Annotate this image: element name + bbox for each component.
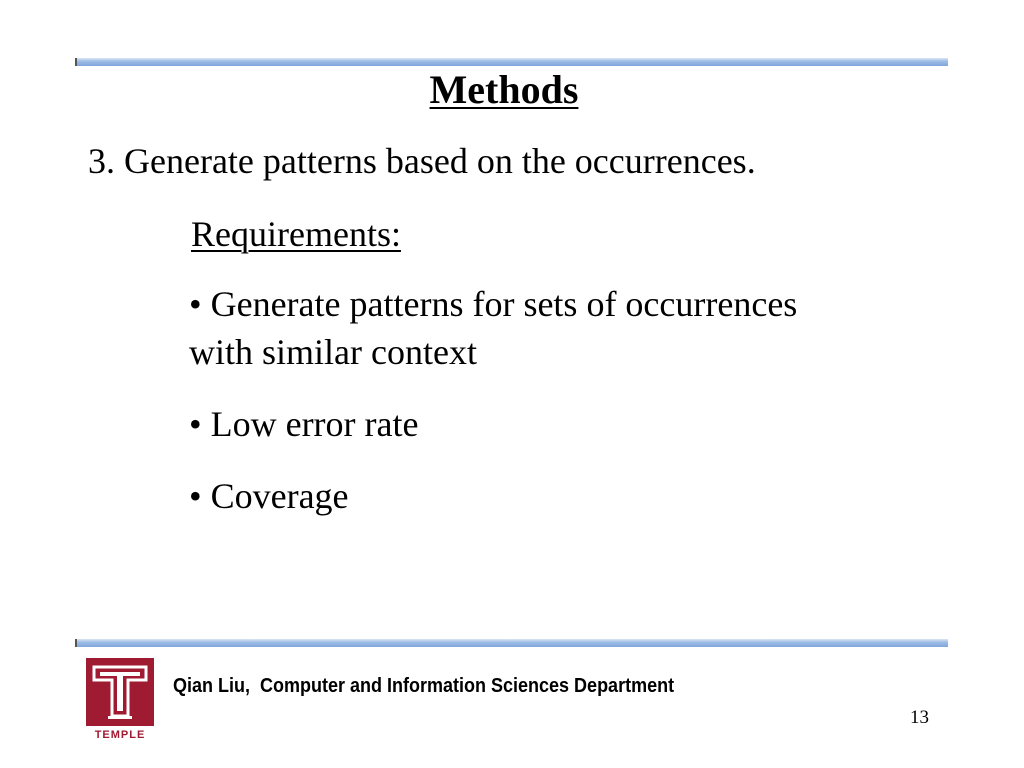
temple-logo [86, 658, 154, 740]
svg-text:TEMPLE: TEMPLE [94, 729, 146, 740]
requirements-heading: Requirements: [191, 214, 401, 254]
bullet-text: • Coverage [189, 476, 349, 516]
bullet-item-patterns [189, 280, 797, 376]
bullet-text: • Generate patterns for sets of occurrences with similar context [189, 284, 798, 372]
bullet-item-coverage [189, 472, 349, 520]
temple-t-icon [86, 658, 154, 740]
footer-author: Qian Liu, Computer and Information Sciences Department [173, 675, 675, 697]
bullet-text: • Low error rate [189, 404, 419, 444]
bottom-divider [75, 639, 948, 647]
step-text: 3. Generate patterns based on the occurrences. [88, 141, 756, 181]
top-divider [75, 58, 948, 66]
slide-title: Methods [429, 67, 579, 112]
bullet-item-error-rate [189, 400, 418, 448]
page-number: 13 [910, 707, 929, 728]
